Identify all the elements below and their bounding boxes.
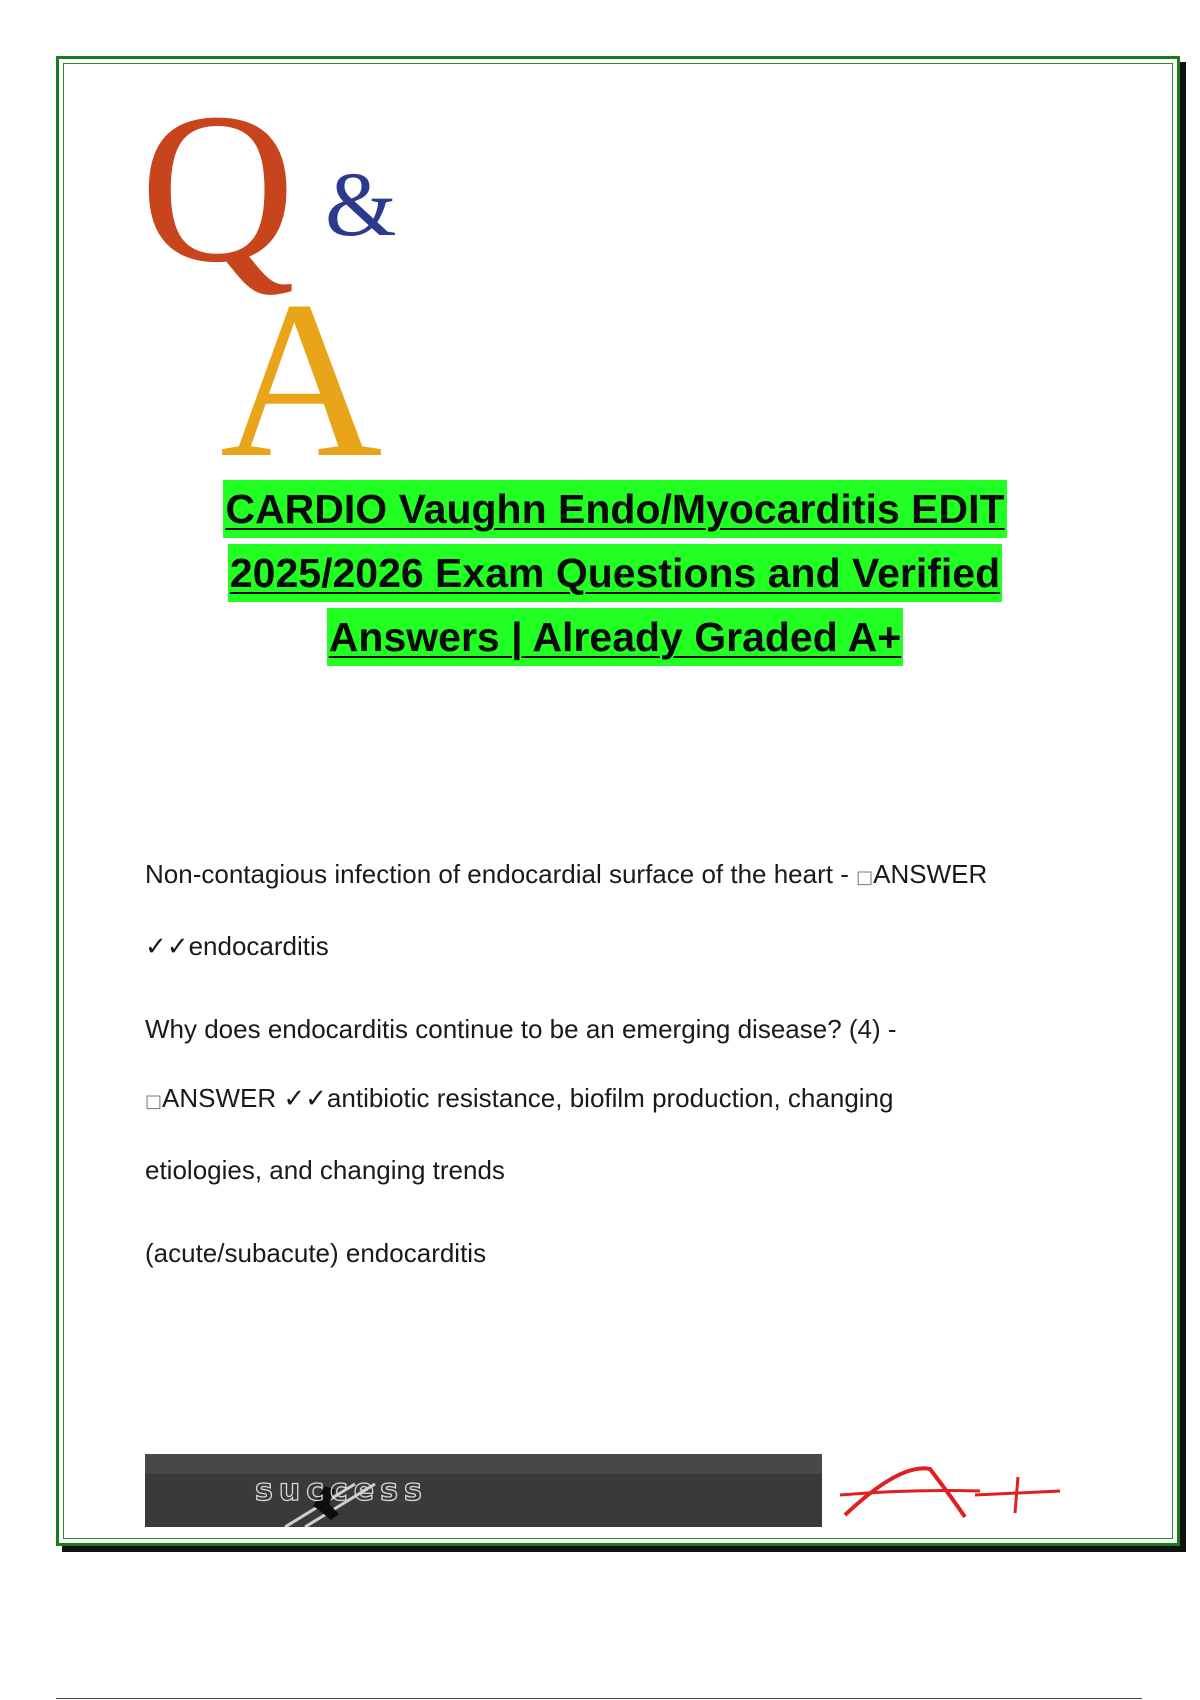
title-line-2: 2025/2026 Exam Questions and Verified [228,544,1002,602]
success-banner-art [145,1454,822,1527]
grade-a-plus-graphic [840,1455,1070,1535]
document-title [120,480,1110,672]
title-line-1: CARDIO Vaughn Endo/Myocarditis EDIT [223,480,1006,538]
trailing-text: (acute/subacute) endocarditis [145,1238,487,1268]
qa-1-answer-label: ANSWER [873,859,988,889]
logo-letter-a: A [220,254,383,470]
answer-marker-icon: □ [856,867,874,888]
qa-1-answer: ✓✓endocarditis [145,931,329,961]
qa-2-question: Why does endocarditis continue to be an emerging disease? (4) - [145,1014,897,1044]
qa-1-question [145,840,1085,912]
qa-logo [140,70,440,470]
success-banner-image [145,1454,822,1527]
qa-content [145,840,1085,1302]
answer-marker-icon: □ [145,1091,163,1112]
title-line-3: Answers | Already Graded A+ [327,608,903,666]
banner-text: success [255,1473,428,1508]
qa-item-1 [145,840,1085,981]
qa-2-answer-text: ANSWER ✓✓antibiotic resistance, biofilm production, changing [162,1083,894,1113]
bottom-rule [56,1698,1142,1699]
qa-1-question-text: Non-contagious infection of endocardial surface of the heart - [145,859,857,889]
logo-letter-q: Q [140,70,296,307]
qa-2-answer-cont: etiologies, and changing trends [145,1155,505,1185]
qa-item-2 [145,995,1085,1205]
grade-text: A+ [840,1455,842,1456]
qa-2-answer [145,1064,1085,1136]
logo-ampersand: & [325,153,397,255]
